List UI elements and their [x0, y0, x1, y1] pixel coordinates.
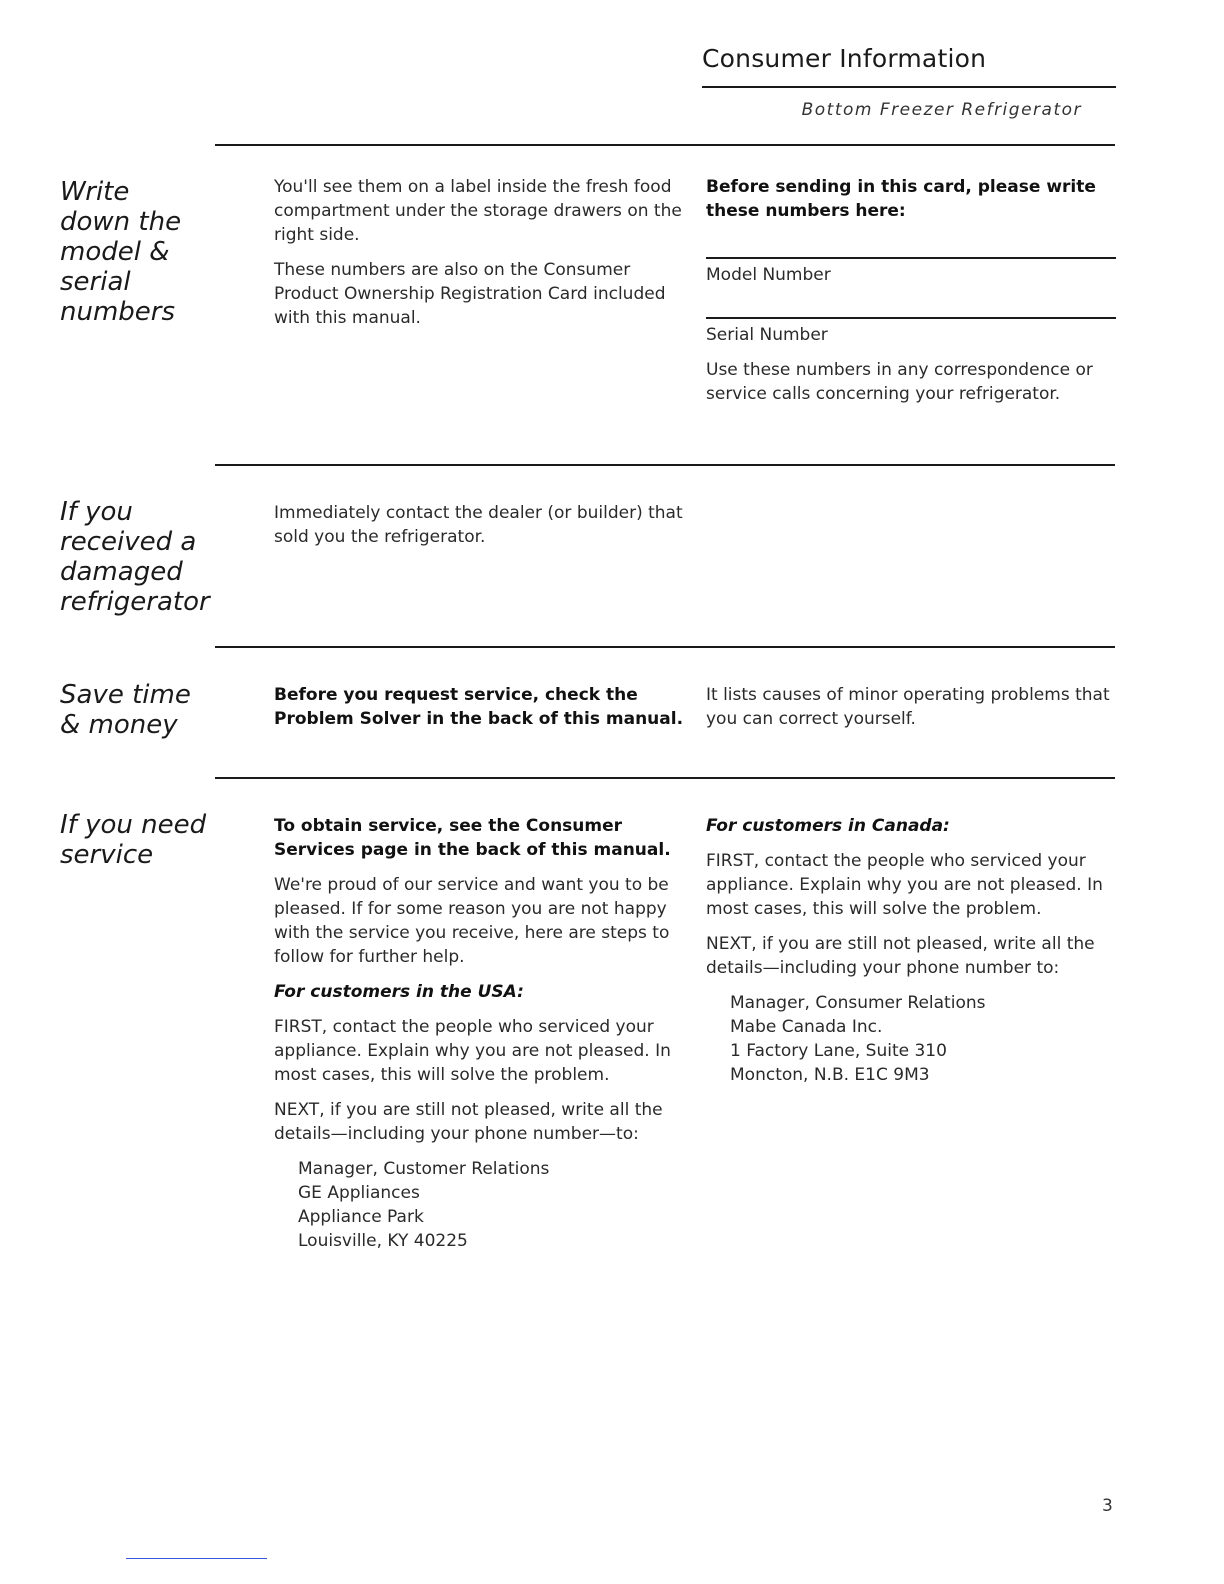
- canada-next-text: NEXT, if you are still not pleased, write all the details—including your phone number to:: [706, 934, 1095, 978]
- need-service-col1: [274, 814, 684, 1253]
- before-sending-text: Before sending in this card, please write these numbers here:: [706, 177, 1096, 221]
- usa-address: Manager, Customer Relations GE Appliances Appliance Park Louisville, KY 40225: [298, 1159, 550, 1251]
- minor-problems-text: It lists causes of minor operating problems that you can correct yourself.: [706, 685, 1110, 729]
- label-location-text: You'll see them on a label inside the fresh food compartment under the storage drawers on the right side.: [274, 177, 682, 245]
- page-header: [702, 44, 1116, 120]
- save-time-col1: [274, 683, 684, 742]
- save-time-col2: [706, 683, 1116, 742]
- use-numbers-text: Use these numbers in any correspondence or service calls concerning your refrigerator.: [706, 360, 1093, 404]
- canada-customers-label: For customers in Canada:: [706, 816, 950, 836]
- heading-save-time: Save time & money: [60, 680, 191, 740]
- contact-dealer-text: Immediately contact the dealer (or builder) that sold you the refrigerator.: [274, 503, 683, 547]
- heading-write-down: Write down the model & serial numbers: [60, 177, 182, 327]
- header-rule: [702, 86, 1116, 88]
- section-divider: [215, 777, 1115, 779]
- page-number: 3: [1102, 1496, 1113, 1516]
- serial-number-field[interactable]: [706, 317, 1116, 319]
- need-service-col2: [706, 814, 1116, 1087]
- bottom-link-rule: [126, 1558, 267, 1559]
- registration-card-text: These numbers are also on the Consumer Product Ownership Registration Card included with this manual.: [274, 260, 666, 328]
- usa-next-text: NEXT, if you are still not pleased, write all the details—including your phone number—to:: [274, 1100, 663, 1144]
- usa-first-text: FIRST, contact the people who serviced your appliance. Explain why you are not pleased. In most cases, this will solve the problem.: [274, 1017, 671, 1085]
- section-divider: [215, 646, 1115, 648]
- heading-need-service: If you need service: [60, 810, 207, 870]
- model-number-field[interactable]: [706, 257, 1116, 259]
- heading-damaged: If you received a damaged refrigerator: [60, 497, 210, 617]
- usa-customers-label: For customers in the USA:: [274, 982, 524, 1002]
- obtain-service-text: To obtain service, see the Consumer Services page in the back of this manual.: [274, 816, 671, 860]
- problem-solver-text: Before you request service, check the Problem Solver in the back of this manual.: [274, 685, 684, 729]
- canada-address: Manager, Consumer Relations Mabe Canada Inc. 1 Factory Lane, Suite 310 Moncton, N.B. E1C 9M3: [730, 993, 986, 1085]
- canada-first-text: FIRST, contact the people who serviced your appliance. Explain why you are not pleased. In most cases, this will solve the problem.: [706, 851, 1103, 919]
- model-number-label: Model Number: [706, 265, 831, 285]
- section-divider: [215, 464, 1115, 466]
- page-subtitle: Bottom Freezer Refrigerator: [801, 100, 1082, 120]
- damaged-col1: [274, 501, 684, 560]
- page-title: Consumer Information: [702, 44, 987, 73]
- write-down-col1: [274, 175, 684, 341]
- serial-number-label: Serial Number: [706, 325, 828, 345]
- proud-of-service-text: We're proud of our service and want you to be pleased. If for some reason you are not happy with the service you receive, here are steps to follow for further help.: [274, 875, 670, 967]
- section-divider: [215, 144, 1115, 146]
- write-down-col2: [706, 175, 1116, 417]
